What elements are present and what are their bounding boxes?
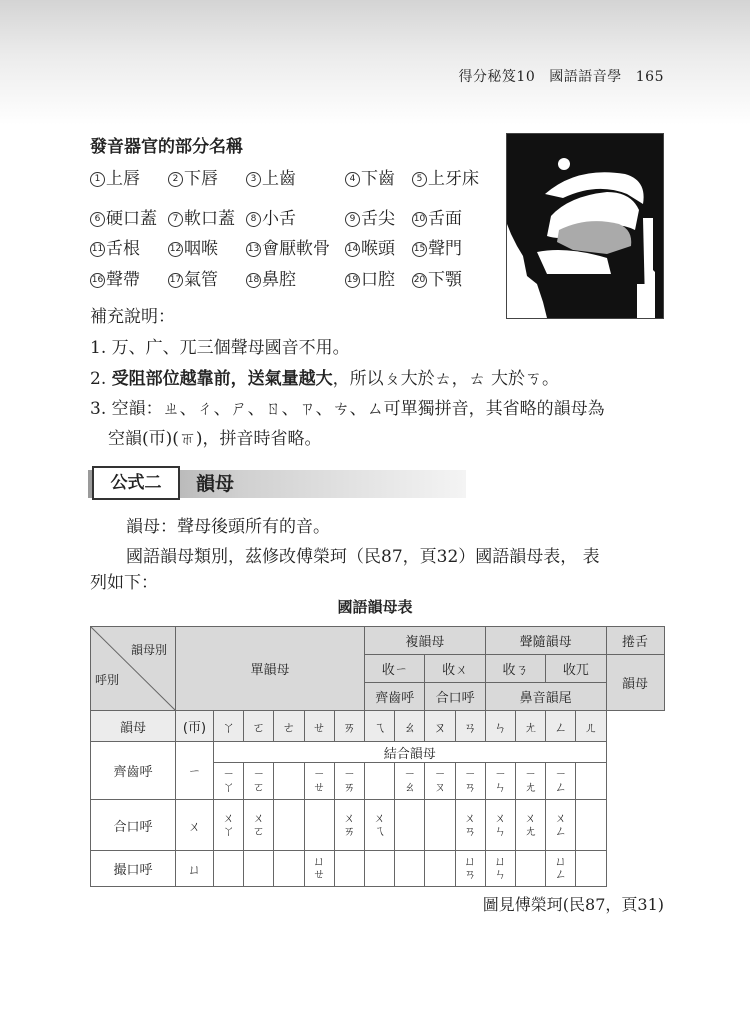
organ-item (90, 204, 157, 229)
organ-label: 上齒 (262, 169, 296, 189)
combined-final: ㄧ ㄚ (222, 766, 235, 794)
figure-caption: 圖見傅榮珂(民87，頁31) (482, 895, 664, 914)
combined-final: ㄧ ㄞ (343, 766, 356, 794)
organ-label: 聲帶 (106, 270, 140, 290)
combined-final-cell (576, 851, 606, 887)
organ-label: 會厭軟骨 (262, 239, 330, 259)
organ-label: 下齒 (361, 169, 395, 189)
organ-item (246, 234, 330, 259)
organ-number: 1 (90, 172, 105, 187)
combined-final-cell (455, 800, 485, 851)
organ-item (246, 265, 296, 290)
combined-final-cell (214, 851, 244, 887)
final-symbol: ㄦ (576, 711, 606, 742)
table-corner-cell (91, 627, 176, 711)
shou-ng-header: 收兀 (546, 655, 606, 683)
organ-item (168, 265, 218, 290)
combined-final-cell (515, 800, 545, 851)
combined-final-cell (304, 851, 334, 887)
combined-final: ㄧ ㄝ (313, 766, 326, 794)
organ-item (345, 265, 395, 290)
organs-title: 發音器官的部分名稱 (90, 137, 243, 157)
organ-number: 8 (246, 212, 261, 227)
combined-final: ㄧ ㄠ (403, 766, 416, 794)
combined-final: ㄨ ㄣ (494, 810, 507, 838)
nasal-finals-header: 聲隨韻母 (485, 627, 606, 655)
combined-final-cell (546, 851, 576, 887)
corner-top-label: 韻母別 (130, 643, 167, 657)
organ-label: 下顎 (428, 270, 462, 290)
final-symbol: ㄛ (244, 711, 274, 742)
organ-label: 口腔 (361, 270, 395, 290)
combined-final: ㄩ ㄣ (494, 854, 507, 881)
combined-final-cell (365, 800, 395, 851)
final-symbol: ㄢ (455, 711, 485, 742)
vocal-tract-figure (507, 134, 663, 318)
running-header (444, 66, 664, 86)
cuokou-row-label: 撮口呼 (91, 851, 176, 887)
combined-final: ㄨ ㄤ (524, 810, 537, 838)
combined-final: ㄨ ㄥ (554, 810, 567, 838)
note-2-emphasis: 受阻部位越靠前，送氣量越大 (111, 369, 333, 389)
final-symbol: ㄜ (274, 711, 304, 742)
book-title: 得分秘笈10 (458, 69, 536, 85)
combined-final: ㄧ ㄛ (252, 766, 265, 794)
table-title: 國語韻母表 (337, 598, 413, 616)
combined-final-cell (485, 800, 515, 851)
finals-row-label: 韻母 (91, 711, 176, 742)
organ-item (168, 204, 235, 229)
note-3-line-2: 空韻(帀)(ㄭ)，拼音時省略。 (108, 429, 322, 449)
combined-final-cell (365, 763, 395, 800)
organ-number: 13 (246, 242, 261, 257)
finals-row (91, 711, 665, 742)
organ-number: 2 (168, 172, 183, 187)
organ-item (246, 204, 296, 229)
combined-final: ㄧ ㄤ (524, 766, 537, 794)
hekou-medial: ㄨ (176, 800, 214, 851)
section-banner (88, 466, 466, 500)
qichi-row-label: 齊齒呼 (91, 742, 176, 800)
combined-final-cell (274, 800, 304, 851)
page-number: 165 (635, 69, 664, 85)
shou-n-header: 收ㄋ (485, 655, 545, 683)
notes-heading: 補充說明： (90, 307, 175, 327)
organ-number: 19 (345, 273, 360, 288)
organ-number: 15 (412, 242, 427, 257)
body-paragraph-1: 韻母：聲母後頭所有的音。 (126, 517, 330, 537)
note-1: 1. 万、广、兀三個聲母國音不用。 (90, 338, 350, 358)
organ-number: 9 (345, 212, 360, 227)
organ-item (90, 265, 140, 290)
organ-label: 聲門 (428, 239, 462, 259)
note-2-rest: ，所以ㄆ大於ㄊ，ㄊ 大於ㄎ。 (332, 369, 560, 389)
shou-yi-header: 收ㄧ (365, 655, 425, 683)
combined-final-cell (365, 851, 395, 887)
combined-final: ㄧ ㄡ (433, 766, 446, 794)
organ-label: 咽喉 (184, 239, 218, 259)
combined-final-cell (485, 763, 515, 800)
combined-final-cell (425, 763, 455, 800)
final-symbol: ㄣ (485, 711, 515, 742)
combined-final-cell (244, 851, 274, 887)
combined-final-cell (274, 763, 304, 800)
nasal-tail-subheader: 鼻音韻尾 (485, 683, 606, 711)
organ-label: 小舌 (262, 209, 296, 229)
final-symbol: ㄝ (304, 711, 334, 742)
hekou-row-label: 合口呼 (91, 800, 176, 851)
organ-number: 10 (412, 212, 427, 227)
final-symbol: ㄥ (546, 711, 576, 742)
body-paragraph-2-line-1: 國語韻母類別，茲修改傅榮珂（民87，頁32）國語韻母表， 表 (126, 547, 600, 567)
combined-final-cell (425, 851, 455, 887)
organ-label: 鼻腔 (262, 270, 296, 290)
organ-label: 喉頭 (361, 239, 395, 259)
final-symbol: ㄠ (395, 711, 425, 742)
final-symbol: ㄞ (334, 711, 364, 742)
combined-finals-label: 結合韻母 (214, 742, 607, 763)
retroflex-header-bottom: 韻母 (606, 655, 664, 711)
banner-title: 韻母 (196, 473, 235, 495)
page-header-band (0, 0, 750, 125)
organ-label: 氣管 (184, 270, 218, 290)
organ-number: 5 (412, 172, 427, 187)
cuokou-row (91, 851, 665, 887)
organ-number: 18 (246, 273, 261, 288)
organ-number: 6 (90, 212, 105, 227)
organ-number: 14 (345, 242, 360, 257)
organ-item (345, 234, 395, 259)
combined-final: ㄩ ㄥ (554, 854, 567, 881)
combined-final-cell (515, 851, 545, 887)
corner-bottom-label: 呼別 (95, 673, 120, 687)
organ-label: 舌面 (428, 209, 462, 229)
organ-item (168, 164, 218, 189)
finals-table (90, 626, 665, 887)
organ-label: 上唇 (106, 169, 140, 189)
combined-final: ㄩ ㄝ (313, 854, 326, 881)
combined-final-cell (455, 763, 485, 800)
note-2 (90, 364, 559, 389)
combined-final-cell (214, 763, 244, 800)
combined-final: ㄨ ㄛ (252, 810, 265, 838)
combined-final-cell (515, 763, 545, 800)
organ-item (345, 204, 395, 229)
combined-final: ㄧ ㄣ (494, 766, 507, 794)
corner-diagonal (91, 627, 175, 710)
organ-label: 硬口蓋 (106, 209, 157, 229)
final-symbol: ㄟ (365, 711, 395, 742)
organ-item (412, 204, 462, 229)
organ-item (168, 234, 218, 259)
combined-final: ㄨ ㄞ (343, 810, 356, 838)
organ-item (412, 265, 462, 290)
note-2-number: 2. (90, 369, 112, 389)
combined-final-cell (395, 763, 425, 800)
organ-number: 20 (412, 273, 427, 288)
final-symbol: ㄤ (515, 711, 545, 742)
organ-label: 舌尖 (361, 209, 395, 229)
organ-item (412, 234, 462, 259)
compound-finals-header: 複韻母 (365, 627, 486, 655)
organ-number: 17 (168, 273, 183, 288)
final-symbol: ㄚ (214, 711, 244, 742)
hekou-subheader: 合口呼 (425, 683, 485, 711)
combined-final-cell (214, 800, 244, 851)
final-symbol: (帀) (176, 711, 214, 742)
combined-final-cell (576, 763, 606, 800)
organ-item (90, 164, 140, 189)
combined-final: ㄧ ㄢ (464, 766, 477, 794)
organ-number: 7 (168, 212, 183, 227)
hekou-row (91, 800, 665, 851)
organ-item (246, 164, 296, 189)
organ-label: 下唇 (184, 169, 218, 189)
combined-final-cell (334, 851, 364, 887)
organ-label: 上牙床 (428, 169, 479, 189)
combined-final-cell (546, 763, 576, 800)
organ-item (412, 164, 479, 189)
combined-final-cell (334, 800, 364, 851)
vocal-tract-diagram (506, 133, 664, 319)
organ-label: 軟口蓋 (184, 209, 235, 229)
organ-label: 舌根 (106, 239, 140, 259)
combined-final: ㄨ ㄚ (222, 810, 235, 838)
combined-final: ㄨ ㄟ (373, 810, 386, 838)
combined-final-cell (546, 800, 576, 851)
organ-item (345, 164, 395, 189)
organ-number: 11 (90, 242, 105, 257)
single-finals-header: 單韻母 (176, 627, 365, 711)
note-3-line-1: 3. 空韻：ㄓ、ㄔ、ㄕ、ㄖ、ㄗ、ㄘ、ㄙ可單獨拼音，其省略的韻母為 (90, 399, 605, 419)
qichi-medial: ㄧ (176, 742, 214, 800)
combined-final-cell (304, 800, 334, 851)
combined-final-cell (485, 851, 515, 887)
organ-number: 12 (168, 242, 183, 257)
combined-final-cell (395, 851, 425, 887)
combined-final: ㄩ ㄢ (464, 854, 477, 881)
organ-number: 16 (90, 273, 105, 288)
retroflex-header-top: 捲舌 (606, 627, 664, 655)
combined-final-cell (244, 763, 274, 800)
organ-number: 3 (246, 172, 261, 187)
shou-wu-header: 收ㄨ (425, 655, 485, 683)
combined-final: ㄧ ㄥ (554, 766, 567, 794)
body-paragraph-2-line-2: 列如下： (90, 573, 158, 593)
chapter-title: 國語語音學 (549, 69, 622, 85)
final-symbol: ㄡ (425, 711, 455, 742)
combined-final-cell (274, 851, 304, 887)
banner-label: 公式二 (92, 466, 180, 500)
cuokou-medial: ㄩ (176, 851, 214, 887)
organ-number: 4 (345, 172, 360, 187)
combined-final-cell (244, 800, 274, 851)
combined-final-cell (455, 851, 485, 887)
combined-final-cell (395, 800, 425, 851)
combined-final-cell (576, 800, 606, 851)
organ-item (90, 234, 140, 259)
combined-final-cell (304, 763, 334, 800)
combined-final-cell (334, 763, 364, 800)
combined-final-cell (425, 800, 455, 851)
qichi-subheader: 齊齒呼 (365, 683, 425, 711)
combined-final: ㄨ ㄢ (464, 810, 477, 838)
